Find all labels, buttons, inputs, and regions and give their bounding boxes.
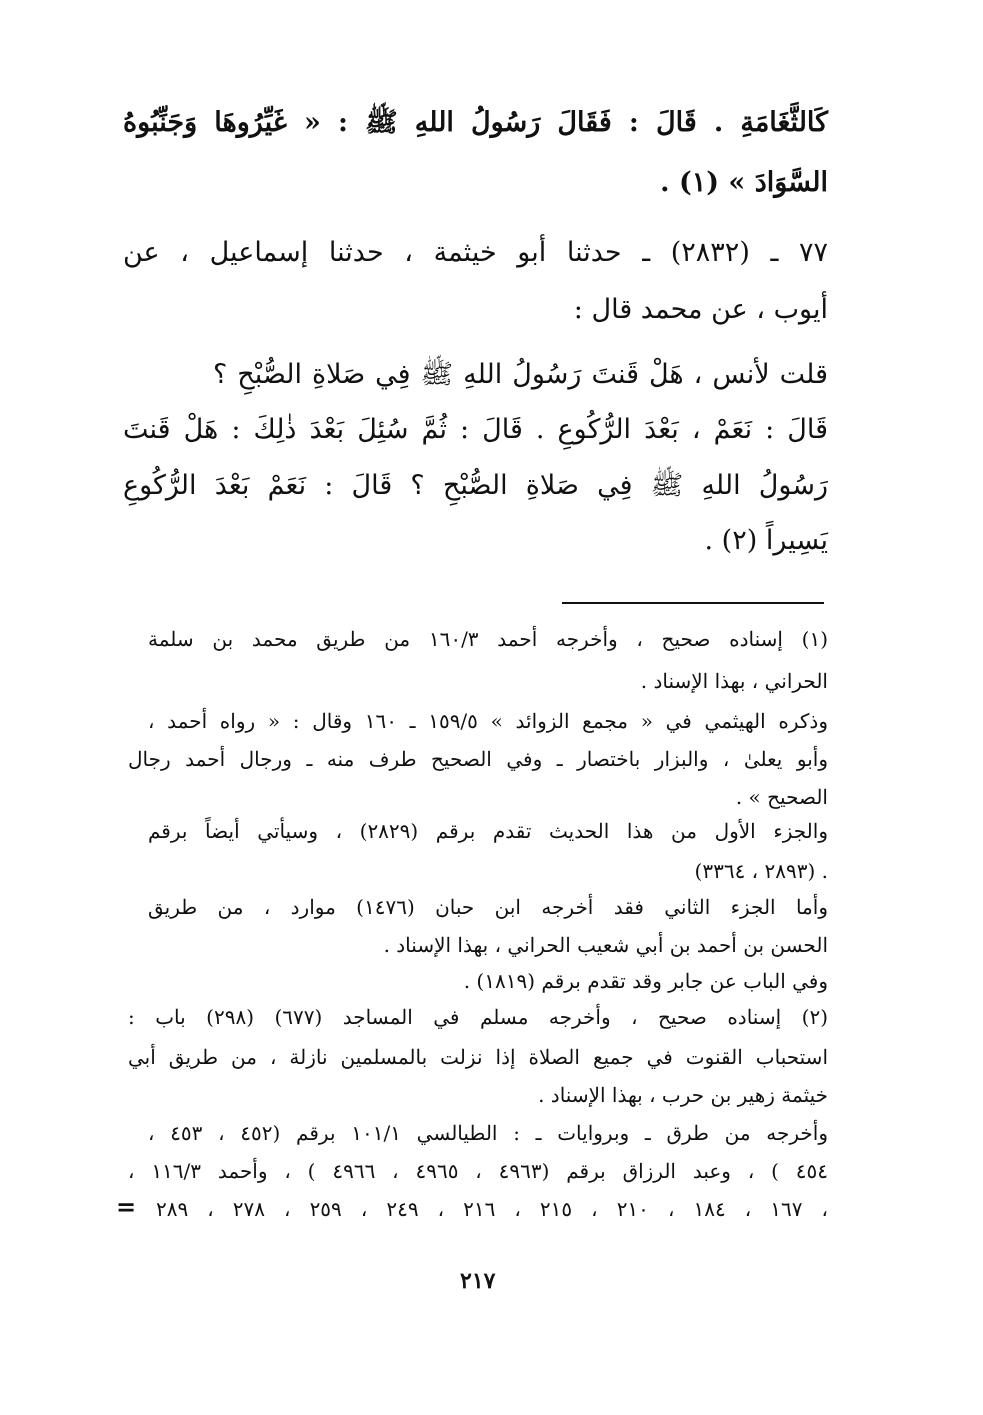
footnote-1-line-3: وذكره الهيثمي في « مجمع الزوائد » ١٥٩/٥ ـ ١٦٠ وقال : « رواه أحمد ،: [148, 709, 828, 733]
footnote-2-line-2: استحباب القنوت في جميع الصلاة إذا نزلت بالمسلمين نازلة ، من طريق أبي: [128, 1045, 828, 1069]
footnote-1-line-9: الحسن بن أحمد بن أبي شعيب الحراني ، بهذا الإسناد .: [383, 933, 828, 957]
main-text-line-1: كَالثَّغَامَةِ . قَالَ : فَقَالَ رَسُولُ اللهِ ﷺ : « غَيِّرُوهَا وَجَنِّبُوهُ: [123, 107, 828, 138]
footnote-1-line-1: (١) إسناده صحيح ، وأخرجه أحمد ١٦٠/٣ من طريق محمد بن سلمة: [148, 627, 829, 651]
footnote-1-line-7: (٢٨٩٣ ، ٣٣٦٤) .: [694, 859, 828, 883]
footnote-1-line-8: وأما الجزء الثاني فقد أخرجه ابن حبان (١٤٧٦) موارد ، من طريق: [148, 895, 828, 919]
footnote-1-line-6: والجزء الأول من هذا الحديث تقدم برقم (٢٨٢٩) ، وسيأتي أيضاً برقم: [148, 819, 828, 843]
main-text-line-4: أيوب ، عن محمد قال :: [573, 294, 828, 325]
main-text-line-5: قلت لأنس ، هَلْ قَنتَ رَسُولُ اللهِ ﷺ فِي صَلاةِ الصُّبْحِ ؟: [213, 359, 828, 390]
main-text-line-6: قَالَ : نَعَمْ ، بَعْدَ الرُّكُوعِ . قَالَ : ثُمَّ سُئِلَ بَعْدَ ذٰلِكَ : هَلْ قَنتَ: [123, 414, 828, 445]
footnote-1-line-10: وفي الباب عن جابر وقد تقدم برقم (١٨١٩) .: [463, 969, 828, 993]
footnote-1-line-5: الصحيح » .: [735, 785, 828, 809]
footnote-1-line-2: الحراني ، بهذا الإسناد .: [640, 669, 828, 693]
main-text-line-2: السَّوَادَ » (١) .: [660, 167, 828, 198]
footnote-2-line-6: ١٦٧ ، ١٨٤ ، ٢١٠ ، ٢١٥ ، ٢١٦ ، ٢٤٩ ، ٢٥٩ ، ٢٧٨ ، ٢٨٩ ،: [156, 1197, 828, 1221]
main-text-line-7: رَسُولُ اللهِ ﷺ فِي صَلاةِ الصُّبْحِ ؟ قَالَ : نَعَمْ بَعْدَ الرُّكُوعِ: [123, 470, 828, 501]
footnote-2-line-1: (٢) إسناده صحيح ، وأخرجه مسلم في المساجد (٦٧٧) (٢٩٨) باب :: [128, 1005, 828, 1029]
continuation-mark: =: [116, 1192, 137, 1221]
footnote-2-line-5: ٤٥٤ ) ، وعبد الرزاق برقم (٤٩٦٣ ، ٤٩٦٥ ، ٤٩٦٦ ) ، وأحمد ١١٦/٣ ،: [128, 1159, 829, 1183]
footnote-2-line-3: خيثمة زهير بن حرب ، بهذا الإسناد .: [538, 1083, 828, 1107]
footnote-separator: [562, 602, 824, 604]
footnote-1-line-4: وأبو يعلىٰ ، والبزار باختصار ـ وفي الصحيح طرف منه ـ ورجال أحمد رجال: [128, 747, 828, 771]
footnote-2-line-4: وأخرجه من طرق ـ وبروايات ـ : الطيالسي ١٠١/١ برقم (٤٥٢ ، ٤٥٣ ،: [148, 1121, 829, 1145]
page-number: ٢١٧: [460, 1268, 496, 1294]
main-text-line-8: يَسِيراً (٢) .: [704, 525, 828, 556]
hadith-number-line: ٧٧ ـ (٢٨٣٢) ـ حدثنا أبو خيثمة ، حدثنا إسماعيل ، عن: [123, 237, 829, 268]
